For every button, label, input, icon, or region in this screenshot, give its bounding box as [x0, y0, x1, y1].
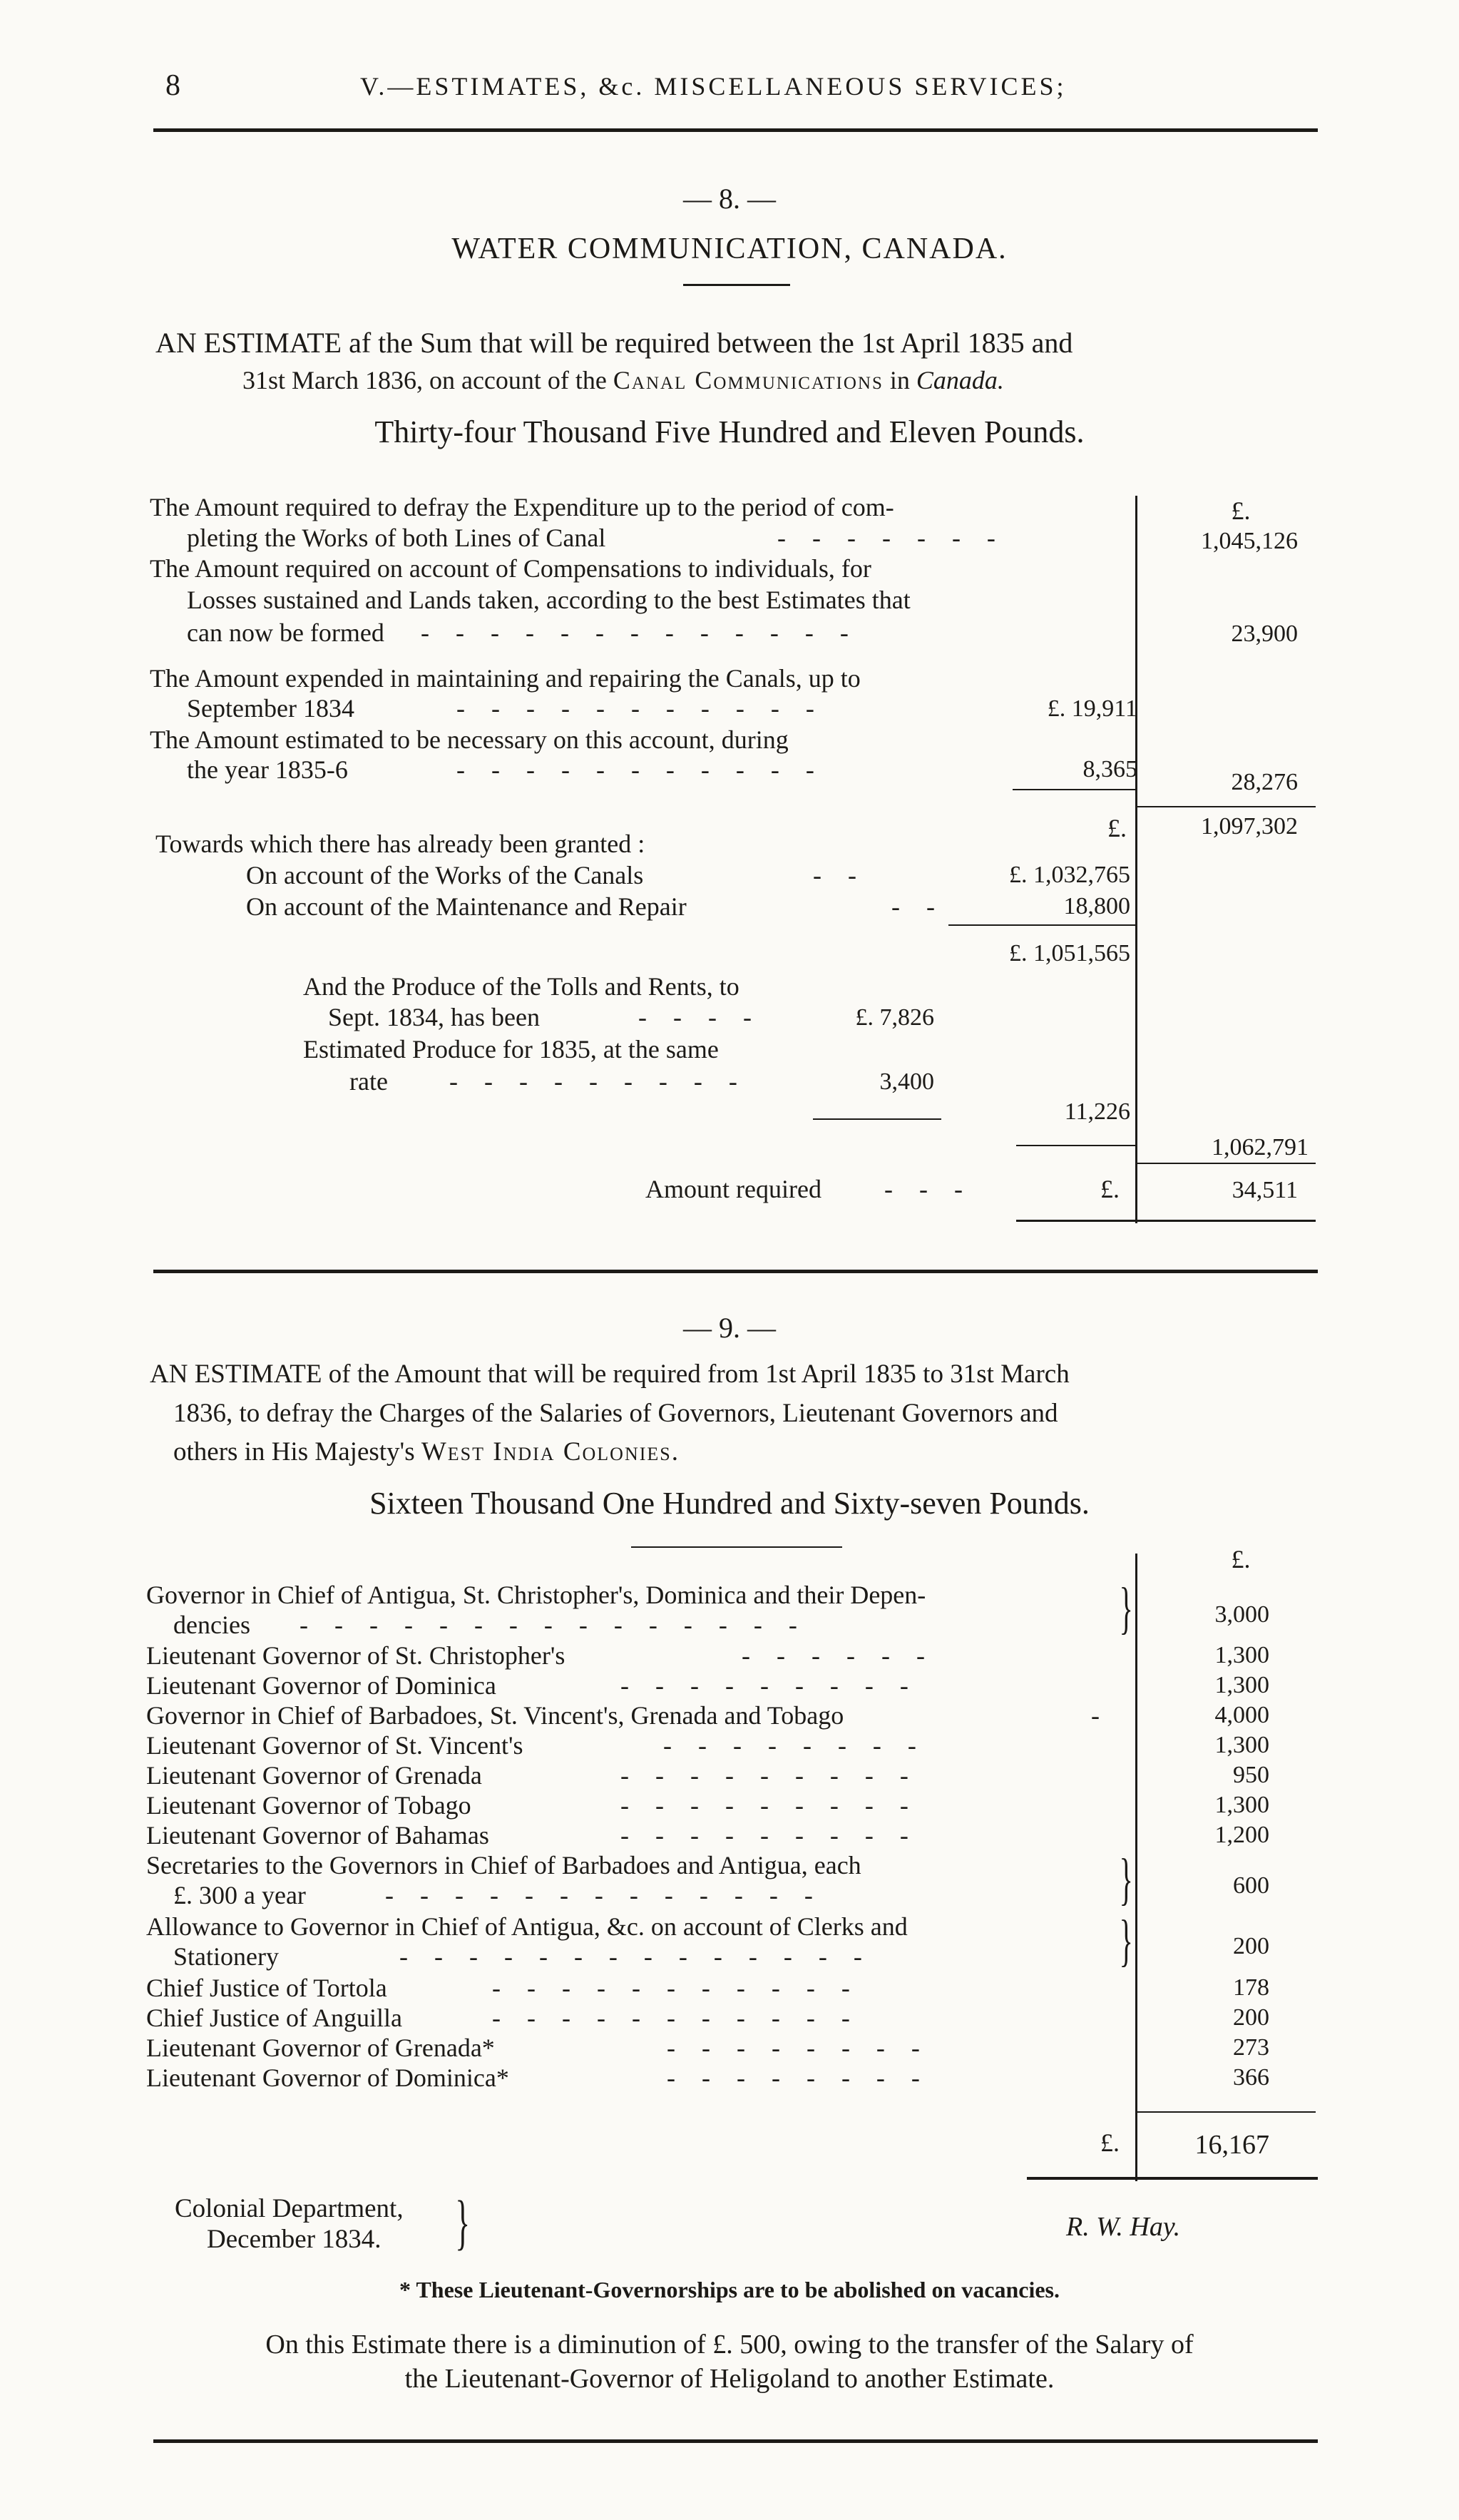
estimated-dashes: - - - - - - - - - [449, 1067, 747, 1096]
currency-head: £. [1231, 1545, 1251, 1573]
works-value: £. 1,032,765 [1009, 862, 1130, 888]
item: Lieutenant Governor of Bahamas [146, 1821, 489, 1850]
value: 1,300 [1214, 1732, 1269, 1758]
item: Lieutenant Governor of St. Christopher's [146, 1641, 565, 1670]
rule [1016, 1220, 1316, 1222]
item2-line3: can now be formed [187, 618, 384, 647]
page-number: 8 [165, 69, 180, 102]
item: Lieutenant Governor of Grenada [146, 1761, 482, 1790]
required-dashes: - - - [884, 1175, 973, 1203]
footnote: * These Lieutenant-Governorships are to be abolished on vacancies. [399, 2277, 1060, 2302]
rule [1013, 789, 1135, 790]
item: Lieutenant Governor of Tobago [146, 1791, 471, 1820]
item3-line2: September 1834 [187, 694, 354, 723]
item3-value: £. 19,911 [1047, 695, 1137, 722]
value: 3,000 [1214, 1601, 1269, 1628]
item: Secretaries to the Governors in Chief of Barbadoes and Antigua, each [146, 1851, 861, 1879]
granted-total: £. 1,051,565 [1009, 940, 1130, 966]
running-title: V.—ESTIMATES, &c. MISCELLANEOUS SERVICES; [360, 72, 1067, 101]
dashes: - - - - - - - - - - - - - - - [300, 1611, 807, 1639]
item: Chief Justice of Tortola [146, 1974, 387, 2002]
item: Lieutenant Governor of Dominica* [146, 2064, 509, 2092]
granted-label: Towards which there has already been granted : [155, 830, 645, 858]
item: Lieutenant Governor of Dominica [146, 1671, 496, 1700]
note-line1: On this Estimate there is a diminution of £. 500, owing to the transfer of the Salary of [265, 2330, 1194, 2360]
repair-dashes: - - [891, 892, 945, 921]
item: Lieutenant Governor of Grenada* [146, 2034, 495, 2062]
currency-head: £. [1231, 496, 1251, 525]
dashes: - - - - - - - - - - - - - [385, 1881, 823, 1909]
required-label: Amount required [645, 1175, 821, 1203]
dashes: - - - - - - - - - [620, 1761, 918, 1790]
total-1: 1,097,302 [1201, 813, 1298, 840]
item: Chief Justice of Anguilla [146, 2004, 402, 2032]
dashes: - - - - - - - - [663, 1731, 926, 1760]
dept-line1: Colonial Department, [175, 2194, 404, 2223]
section-8-amount-words: Thirty-four Thousand Five Hundred and Eleven Pounds. [374, 414, 1085, 449]
brace-icon: } [1119, 1577, 1133, 1640]
column-rule [1135, 1554, 1137, 2181]
section-9-intro-1: AN ESTIMATE of the Amount that will be required from 1st April 1835 to 31st March [150, 1360, 1070, 1389]
footer-rule [153, 2439, 1318, 2443]
dashes: - - - - - - - - - [620, 1671, 918, 1700]
section-8-intro-1: AN ESTIMATE af the Sum that will be required between the 1st April 1835 and [155, 327, 1073, 359]
signature: R. W. Hay. [1066, 2212, 1181, 2242]
value: 1,300 [1214, 1792, 1269, 1818]
item3-dashes: - - - - - - - - - - - [456, 694, 824, 723]
rule [1016, 1145, 1135, 1146]
value: 366 [1233, 2064, 1269, 2091]
item: Allowance to Governor in Chief of Antigua, &c. on account of Clerks and [146, 1912, 908, 1941]
estimated-line1: Estimated Produce for 1835, at the same [303, 1035, 719, 1063]
repair-label: On account of the Maintenance and Repair [246, 892, 687, 921]
rule [1137, 2111, 1316, 2113]
tolls-dashes: - - - - [638, 1003, 762, 1031]
item1-value: 1,045,126 [1201, 528, 1298, 554]
brace-icon: } [1119, 1909, 1133, 1972]
dashes: - - - - - - - - - - - - - - [399, 1942, 872, 1971]
section-9-intro-3 [173, 1437, 680, 1467]
intro-text: others in His Majesty's [173, 1437, 421, 1466]
rule [1137, 1163, 1316, 1164]
dashes: - - - - - - - - [667, 2064, 930, 2092]
value: 200 [1233, 2004, 1269, 2031]
granted-currency: £. [1107, 814, 1127, 842]
dashes: - [1091, 1701, 1110, 1730]
value: 178 [1233, 1974, 1269, 2001]
dashes: - - - - - - - - - [620, 1821, 918, 1850]
value: 1,300 [1214, 1672, 1269, 1698]
item2-value: 23,900 [1231, 621, 1298, 647]
works-dashes: - - [813, 861, 866, 889]
value: 950 [1233, 1762, 1269, 1788]
item2-line1: The Amount required on account of Compensations to individuals, for [150, 554, 871, 583]
item1-dashes: - - - - - - - [777, 524, 1005, 552]
item-governor-antigua-2: dencies [173, 1611, 250, 1639]
brace-icon: } [1119, 1848, 1133, 1911]
column-rule [1135, 496, 1137, 1223]
rule [813, 1118, 941, 1120]
title-rule [683, 284, 790, 286]
tolls-line1: And the Produce of the Tolls and Rents, to [303, 972, 739, 1001]
rule [1137, 806, 1316, 807]
repair-value: 18,800 [1063, 893, 1130, 919]
section-9-amount-words: Sixteen Thousand One Hundred and Sixty-seven Pounds. [369, 1486, 1090, 1521]
dashes: - - - - - - - - - - - [492, 1974, 860, 2002]
deduct-total: 1,062,791 [1212, 1134, 1309, 1160]
tolls-total: 11,226 [1064, 1098, 1130, 1125]
section-9-intro-2: 1836, to defray the Charges of the Salaries of Governors, Lieutenant Governors and [173, 1399, 1058, 1428]
item1-line2: pleting the Works of both Lines of Canal [187, 524, 606, 552]
works-label: On account of the Works of the Canals [246, 861, 644, 889]
intro-canal-communications: Canal Communications [613, 366, 884, 394]
tolls-line2: Sept. 1834, has been [328, 1003, 540, 1031]
section-8-title: WATER COMMUNICATION, CANADA. [451, 233, 1008, 265]
item1-line1: The Amount required to defray the Expenditure up to the period of com- [150, 493, 894, 521]
item4-dashes: - - - - - - - - - - - [456, 755, 824, 784]
title-rule [631, 1546, 842, 1548]
value: 1,200 [1214, 1822, 1269, 1848]
intro-west-india-colonies: West India Colonies. [421, 1437, 680, 1466]
dashes: - - - - - - - - - - - [492, 2004, 860, 2032]
section-8-intro-2 [242, 365, 1004, 395]
value: 4,000 [1214, 1702, 1269, 1728]
item4-line1: The Amount estimated to be necessary on this account, during [150, 725, 789, 754]
required-currency: £. [1100, 1175, 1120, 1203]
header-rule [153, 128, 1318, 132]
maintenance-total: 28,276 [1231, 769, 1298, 795]
dashes: - - - - - - - - - [620, 1791, 918, 1820]
value: 273 [1233, 2034, 1269, 2061]
total-value: 16,167 [1194, 2130, 1269, 2160]
value: 200 [1233, 1933, 1269, 1959]
item2-line2: Losses sustained and Lands taken, according to the best Estimates that [187, 586, 911, 614]
required-value: 34,511 [1232, 1177, 1298, 1203]
intro-text: 31st March 1836, on account of the [242, 366, 613, 394]
value: 600 [1233, 1872, 1269, 1899]
estimated-line2: rate [349, 1067, 388, 1096]
rule [948, 924, 1135, 926]
intro-in: in [883, 366, 916, 394]
item-line2: £. 300 a year [173, 1881, 306, 1909]
dept-line2: December 1834. [207, 2225, 382, 2254]
brace-icon: } [455, 2188, 470, 2256]
item: Governor in Chief of Barbadoes, St. Vincent's, Grenada and Tobago [146, 1701, 844, 1730]
tolls-value: £. 7,826 [855, 1004, 934, 1031]
item4-value: 8,365 [1082, 756, 1137, 782]
item2-dashes: - - - - - - - - - - - - - [421, 618, 859, 647]
section-8-number: — 8. — [683, 183, 776, 215]
note-line2: the Lieutenant-Governor of Heligoland to another Estimate. [404, 2364, 1055, 2394]
rule [1027, 2177, 1318, 2180]
estimated-value: 3,400 [879, 1068, 934, 1095]
intro-canada: Canada. [916, 366, 1004, 394]
section-9-number: — 9. — [683, 1312, 776, 1344]
item-governor-antigua: Governor in Chief of Antigua, St. Christopher's, Dominica and their Depen- [146, 1581, 926, 1609]
dashes: - - - - - - - - [667, 2034, 930, 2062]
dashes: - - - - - - [742, 1641, 935, 1670]
section-divider [153, 1270, 1318, 1273]
value: 1,300 [1214, 1642, 1269, 1668]
item-line2: Stationery [173, 1942, 279, 1971]
total-currency: £. [1100, 2128, 1120, 2157]
item4-line2: the year 1835-6 [187, 755, 348, 784]
item: Lieutenant Governor of St. Vincent's [146, 1731, 523, 1760]
item3-line1: The Amount expended in maintaining and repairing the Canals, up to [150, 664, 861, 693]
